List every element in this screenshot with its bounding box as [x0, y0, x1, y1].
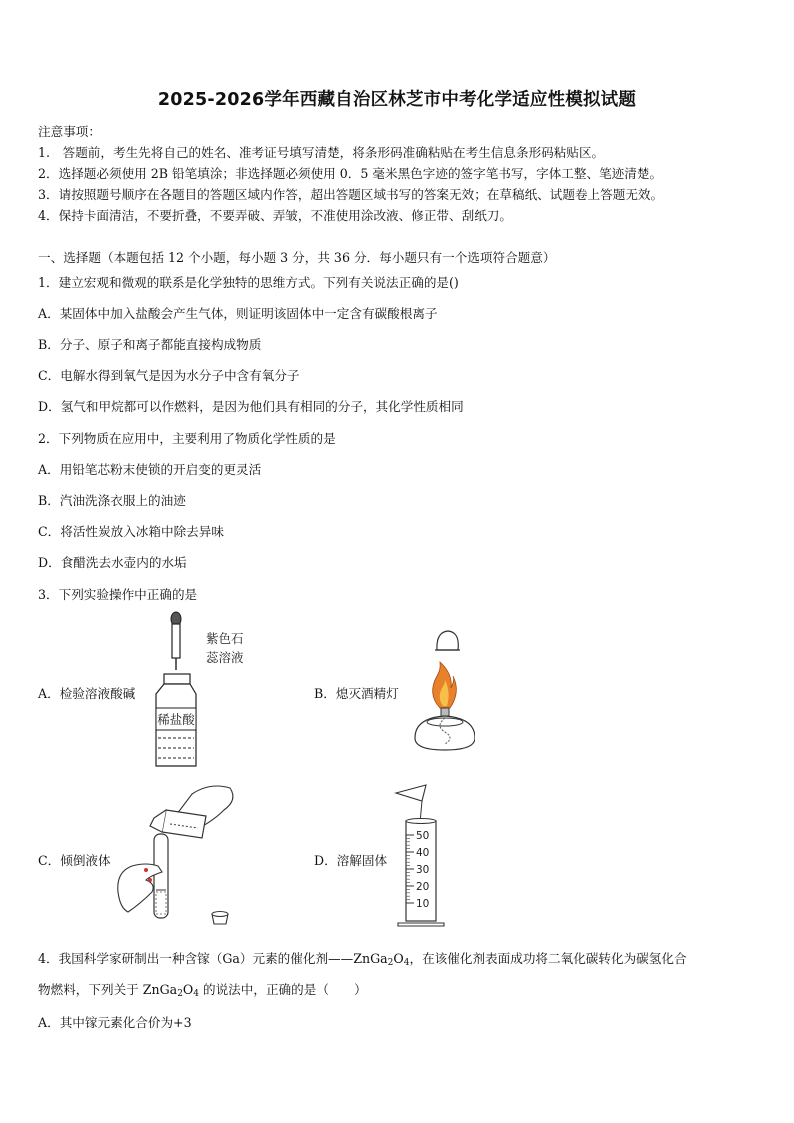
scale-label: 30 [416, 864, 430, 876]
q3-option-d: D．溶解固体 [314, 853, 388, 868]
q2-option-d: D．食醋洗去水壶内的水垢 [38, 555, 187, 570]
scale-label: 40 [416, 847, 430, 859]
q1-option-d: D．氢气和甲烷都可以作燃料，是因为他们具有相同的分子，其化学性质相同 [38, 399, 464, 414]
notice-item-2: 2．选择题必须使用 2B 铅笔填涂；非选择题必须使用 0．5 毫米黑色字迹的签字笔书写，字体工整、笔迹清楚。 [38, 166, 663, 181]
bottle-label: 稀盐酸 [157, 712, 195, 727]
dropper-label-1: 紫色石 [206, 631, 244, 646]
notice-item-4: 4．保持卡面清洁，不要折叠，不要弄破、弄皱，不准使用涂改液、修正带、刮纸刀。 [38, 208, 512, 223]
notice-item-3: 3．请按照题号顺序在各题目的答题区域内作答，超出答题区域书写的答案无效；在草稿纸、试题卷上答题无效。 [38, 187, 664, 202]
q3-figure-a [150, 608, 260, 770]
q4-option-a: A．其中镓元素化合价为+3 [38, 1015, 192, 1030]
q1-stem: 1．建立宏观和微观的联系是化学独特的思维方式。下列有关说法正确的是() [38, 275, 459, 290]
notice-heading: 注意事项： [38, 124, 101, 139]
scale-label: 50 [416, 830, 430, 842]
page-title: 2025-2026学年西藏自治区林芝市中考化学适应性模拟试题 [157, 90, 637, 110]
scale-label: 10 [416, 898, 430, 910]
q2-option-c: C．将活性炭放入冰箱中除去异味 [38, 524, 224, 539]
q3-figure-b [405, 626, 475, 754]
q3-figure-d [392, 783, 452, 928]
q1-option-a: A．某固体中加入盐酸会产生气体，则证明该固体中一定含有碳酸根离子 [38, 306, 438, 321]
q2-option-a: A．用铅笔芯粉末使锁的开启变的更灵活 [38, 462, 262, 477]
q1-option-c: C．电解水得到氧气是因为水分子中含有氧分子 [38, 368, 300, 383]
q4-stem-line-2: 物燃料，下列关于 $ZnGa_2O_4$ 的说法中，正确的是（ ） [38, 982, 367, 999]
q2-option-b: B．汽油洗涤衣服上的油迹 [38, 493, 186, 508]
scale-label: 20 [416, 881, 430, 893]
q3-figure-c [110, 780, 250, 930]
dropper-label-2: 蕊溶液 [206, 650, 244, 665]
q3-option-a: A．检验溶液酸碱 [38, 686, 136, 701]
notice-item-1: 1. 答题前，考生先将自己的姓名、准考证号填写清楚，将条形码准确粘贴在考生信息条形码粘贴区。 [38, 145, 605, 160]
section-heading: 一、选择题（本题包括 12 个小题，每小题 3 分，共 36 分．每小题只有一个选项符合题意） [38, 250, 556, 265]
q2-stem: 2．下列物质在应用中，主要利用了物质化学性质的是 [38, 431, 336, 446]
q3-option-c: C．倾倒液体 [38, 853, 111, 868]
q1-option-b: B．分子、原子和离子都能直接构成物质 [38, 337, 262, 352]
q4-stem-line-1: 4．我国科学家研制出一种含镓（Ga）元素的催化剂$——ZnGa_2O_4$，在该催化剂表面成功将二氧化碳转化为碳氢化合 [38, 951, 687, 968]
q3-stem: 3．下列实验操作中正确的是 [38, 587, 198, 602]
q3-option-b: B．熄灭酒精灯 [314, 686, 399, 701]
